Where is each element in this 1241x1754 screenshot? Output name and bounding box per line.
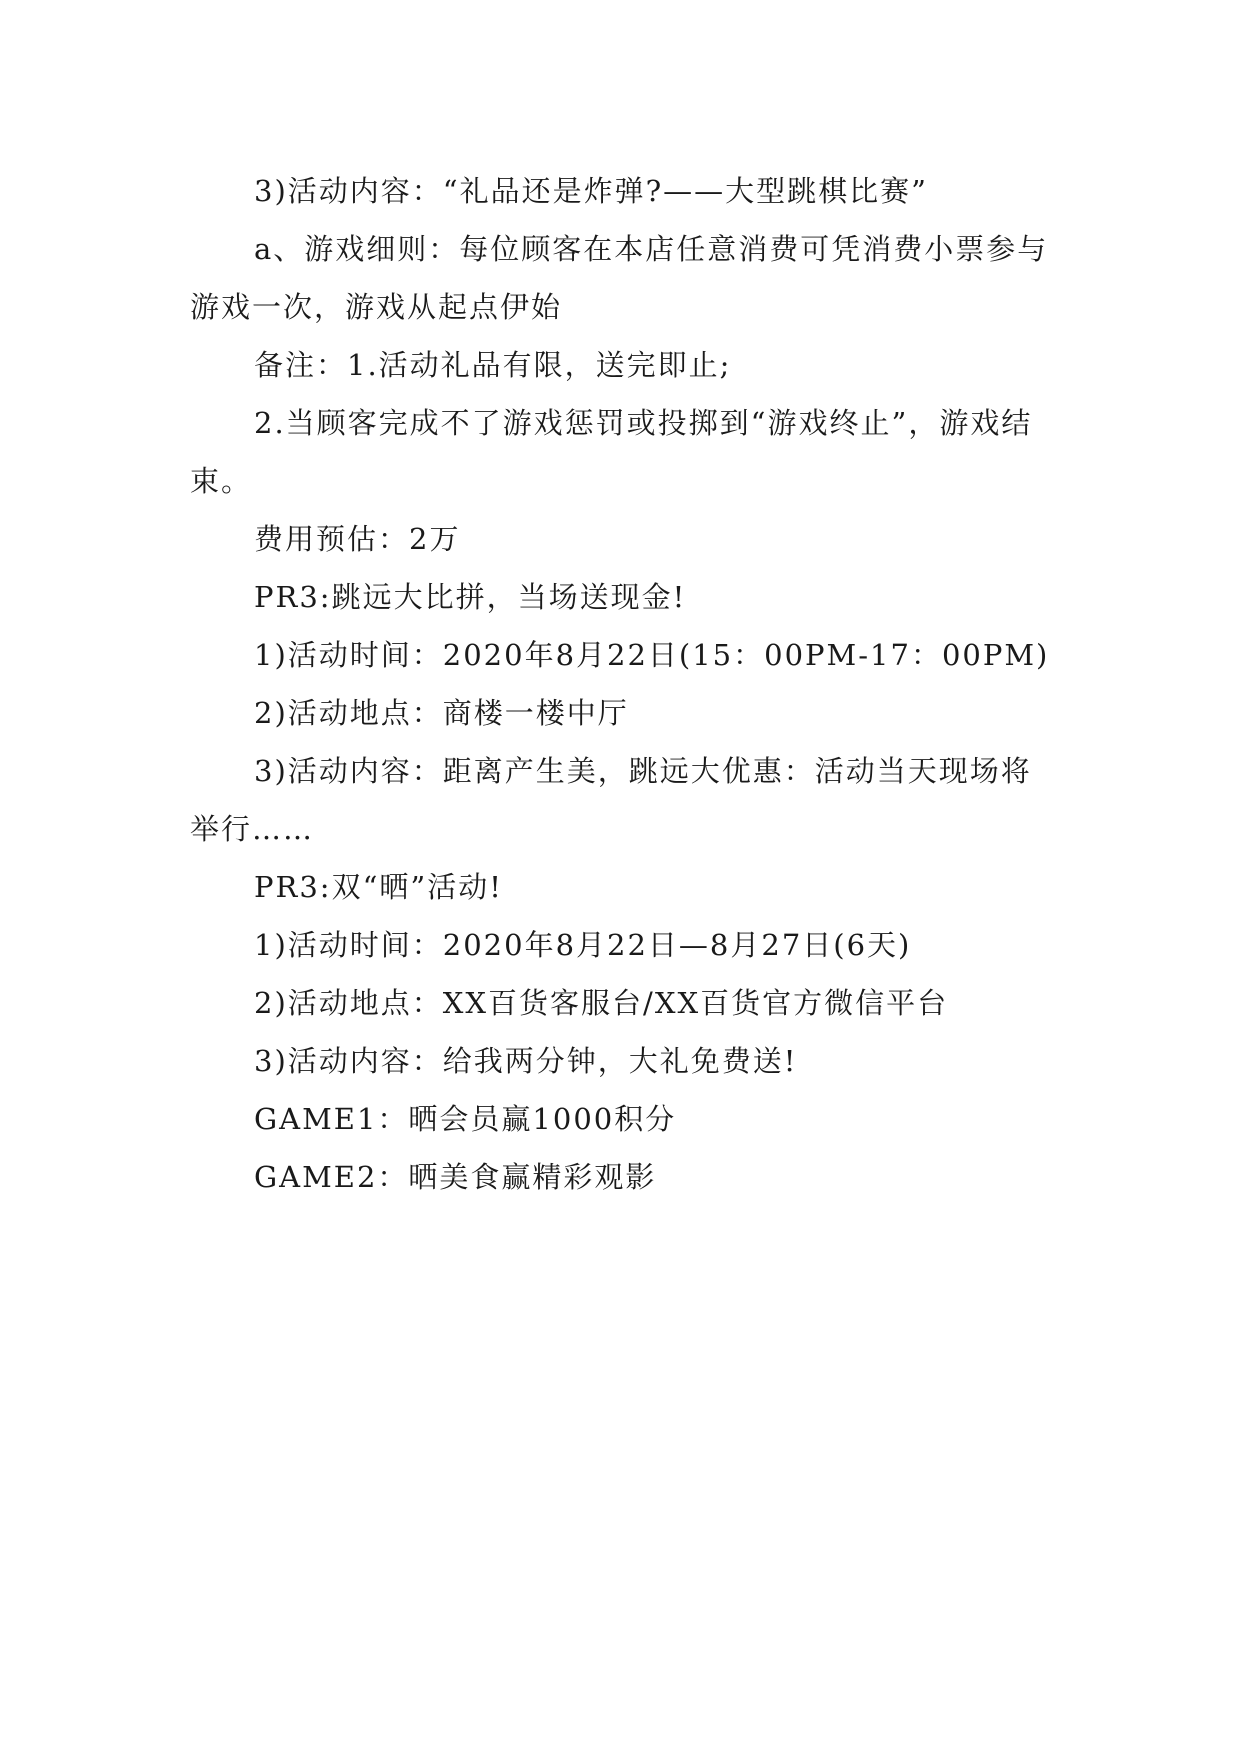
paragraph-game1: GAME1：晒会员赢1000积分 bbox=[254, 1102, 677, 1136]
paragraph-cost-estimate: 费用预估：2万 bbox=[254, 522, 461, 556]
paragraph-long-jump-location: 2)活动地点：商楼一楼中厅 bbox=[254, 696, 629, 730]
paragraph-pr3-long-jump-heading: PR3:跳远大比拼，当场送现金! bbox=[254, 580, 687, 614]
paragraph-long-jump-content: 3)活动内容：距离产生美，跳远大优惠：活动当天现场将举行…… bbox=[190, 754, 1032, 846]
paragraph-double-share-time: 1)活动时间：2020年8月22日—8月27日(6天) bbox=[254, 928, 912, 962]
paragraph-long-jump-time: 1)活动时间：2020年8月22日(15：00PM-17：00PM) bbox=[254, 638, 1050, 672]
paragraph-double-share-location: 2)活动地点：XX百货客服台/XX百货官方微信平台 bbox=[254, 986, 949, 1020]
paragraph-game-content: 3)活动内容：“礼品还是炸弹?——大型跳棋比赛” bbox=[254, 174, 928, 208]
paragraph-game-rules: a、游戏细则：每位顾客在本店任意消费可凭消费小票参与游戏一次，游戏从起点伊始 bbox=[190, 232, 1049, 324]
paragraph-game2: GAME2：晒美食赢精彩观影 bbox=[254, 1160, 657, 1194]
paragraph-note-1: 备注：1.活动礼品有限，送完即止; bbox=[254, 348, 732, 382]
paragraph-note-2: 2.当顾客完成不了游戏惩罚或投掷到“游戏终止”，游戏结束。 bbox=[190, 406, 1033, 498]
paragraph-double-share-content: 3)活动内容：给我两分钟，大礼免费送! bbox=[254, 1044, 798, 1078]
paragraph-pr3-double-share-heading: PR3:双“晒”活动! bbox=[254, 870, 503, 904]
